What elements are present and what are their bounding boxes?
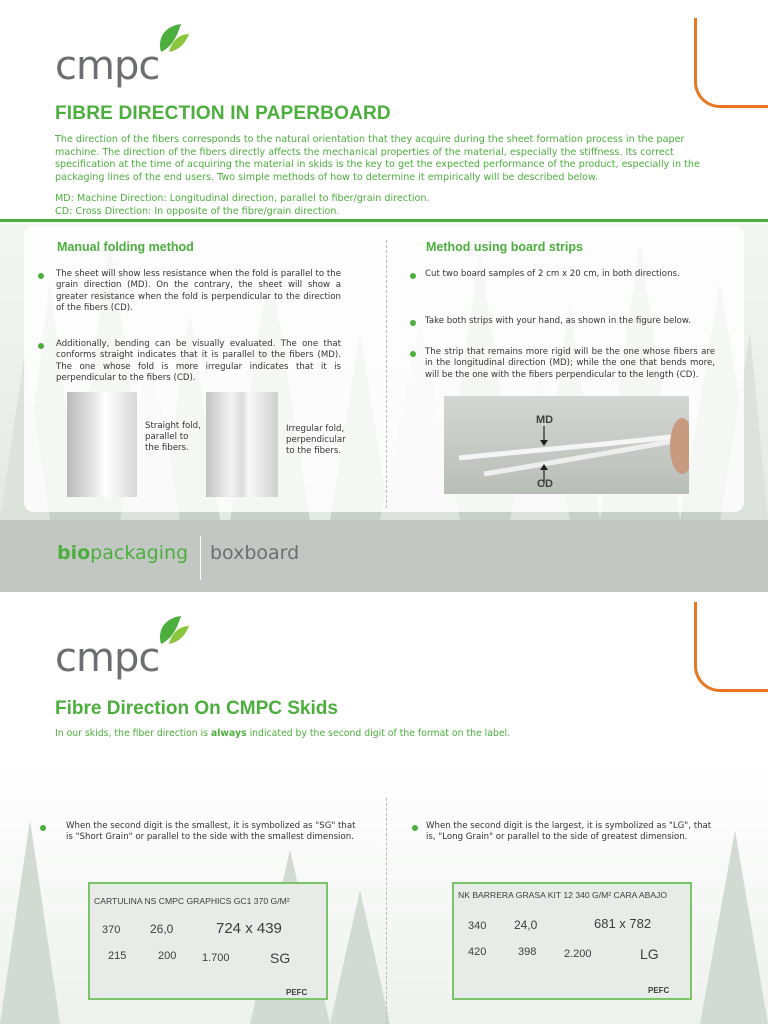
bullet-dot [410, 351, 416, 357]
cmpc-logo [55, 38, 195, 89]
biopackaging-wordmark [57, 544, 188, 563]
page-subtitle [55, 728, 510, 739]
bullet-dot [410, 320, 416, 326]
column-divider [386, 240, 387, 508]
section-divider [0, 219, 768, 222]
board-strips-photo [444, 396, 689, 494]
cd-photo-label: CD [537, 478, 553, 490]
leaf-icon [155, 614, 191, 646]
orange-corner-accent [694, 18, 768, 108]
logo-wordmark: cmpc [55, 635, 160, 681]
logo-wordmark: cmpc [55, 43, 160, 89]
folding-bullet-2: Additionally, bending can be visually evaluated. The one that conforms straight indicates that it is parallel to the fibers (MD). The one whose fold is more irregular indicates that it is perpendicular to the fibers (CD). [56, 339, 341, 384]
sg-label-photo [88, 882, 328, 1000]
label-row2a: 420 [468, 946, 487, 958]
caption-line: the fibers. [145, 443, 189, 453]
label-cert: PEFC [286, 988, 308, 997]
irregular-fold-caption [286, 424, 346, 457]
sg-bullet: When the second digit is the smallest, it is symbolized as "SG" that is "Short Grain" or parallel to the side with the smallest dimension. [66, 821, 356, 843]
strips-bullet-3: The strip that remains more rigid will be the one whose fibers are in the longitudinal direction (MD); while the one that bends more, will be the one with the fibers perpendicular to the length (CD). [425, 347, 715, 380]
cmpc-logo [55, 630, 195, 681]
folding-bullet-1: The sheet will show less resistance when the fold is parallel to the grain direction (MD). On the contrary, the sheet will show a greater resistance when the fold is perpendicular to the direction of the fibers (CD). [56, 269, 341, 314]
irregular-fold-photo [206, 392, 278, 497]
bullet-dot [38, 343, 44, 349]
label-caliper: 26,0 [150, 922, 174, 936]
cd-definition: CD: Cross Direction: In opposite of the fibre/grain direction. [55, 205, 340, 217]
straight-fold-photo [67, 392, 137, 497]
caption-line: to the fibers. [286, 446, 342, 456]
definitions [55, 193, 430, 218]
straight-fold-caption [145, 421, 201, 454]
board-strips-heading: Method using board strips [426, 240, 583, 254]
bullet-dot [410, 273, 416, 279]
label-weight: 1.700 [202, 952, 230, 964]
leaf-icon [155, 22, 191, 54]
label-product: NK BARRERA GRASA KIT 12 340 G/M² CARA ABAJO [458, 890, 668, 900]
bullet-dot [38, 273, 44, 279]
page-title: FIBRE DIRECTION IN PAPERBOARD [55, 103, 391, 124]
label-row2b: 398 [518, 946, 537, 958]
manual-folding-heading: Manual folding method [57, 240, 194, 254]
caption-line: Straight fold, [145, 421, 201, 431]
page-title: Fibre Direction On CMPC Skids [55, 698, 338, 719]
label-grain: LG [640, 946, 659, 962]
label-grammage: 370 [102, 924, 121, 936]
caption-line: parallel to [145, 432, 189, 442]
orange-corner-accent [694, 602, 768, 692]
label-grammage: 340 [468, 920, 487, 932]
label-row2a: 215 [108, 950, 127, 962]
bio-bold: bio [57, 542, 91, 564]
strips-bullet-1: Cut two board samples of 2 cm x 20 cm, in both directions. [425, 269, 680, 279]
page-cmpc-skids [0, 592, 768, 1024]
bullet-dot [412, 825, 418, 831]
intro-paragraph: The direction of the fibers corresponds to the natural orientation that they acquire during the sheet formation process in the paper machine. The direction of the fibers directly affects the mechanical properties of the material, especially the stiffness. Its correct specification at the time of acquiring the material in skids is the key to get the expected performance of the product, especially in the packaging lines of the end users. Two simple methods of how to determine it empirically will be described below. [55, 134, 700, 183]
bullet-dot [40, 825, 46, 831]
caption-line: Irregular fold, [286, 424, 345, 434]
label-row2b: 200 [158, 950, 177, 962]
column-divider [386, 798, 387, 1024]
label-caliper: 24,0 [514, 918, 538, 932]
md-definition: MD: Machine Direction: Longitudinal direction, parallel to fiber/grain direction. [55, 193, 430, 204]
label-cert: PEFC [648, 986, 670, 995]
label-product: CARTULINA NS CMPC GRAPHICS GC1 370 G/M² [94, 896, 290, 906]
strips-illustration [444, 396, 689, 494]
label-weight: 2.200 [564, 948, 592, 960]
subtitle-emphasis: always [210, 728, 247, 739]
md-photo-label: MD [536, 414, 554, 426]
label-format: 724 x 439 [216, 920, 282, 937]
lg-label-photo [452, 882, 692, 1000]
footer-separator [200, 536, 201, 580]
bio-rest: packaging [90, 542, 189, 564]
lg-bullet: When the second digit is the largest, it is symbolized as "LG", that is, "Long Grain" or parallel to the side of greatest dimension. [426, 821, 712, 843]
label-grain: SG [270, 950, 291, 966]
subtitle-text: indicated by the second digit of the format on the label. [246, 728, 511, 739]
label-format: 681 x 782 [594, 916, 652, 931]
caption-line: perpendicular [286, 435, 346, 445]
strips-bullet-2: Take both strips with your hand, as shown in the figure below. [425, 316, 691, 326]
subtitle-text: In our skids, the fiber direction is [55, 728, 211, 739]
boxboard-wordmark: boxboard [210, 542, 300, 564]
